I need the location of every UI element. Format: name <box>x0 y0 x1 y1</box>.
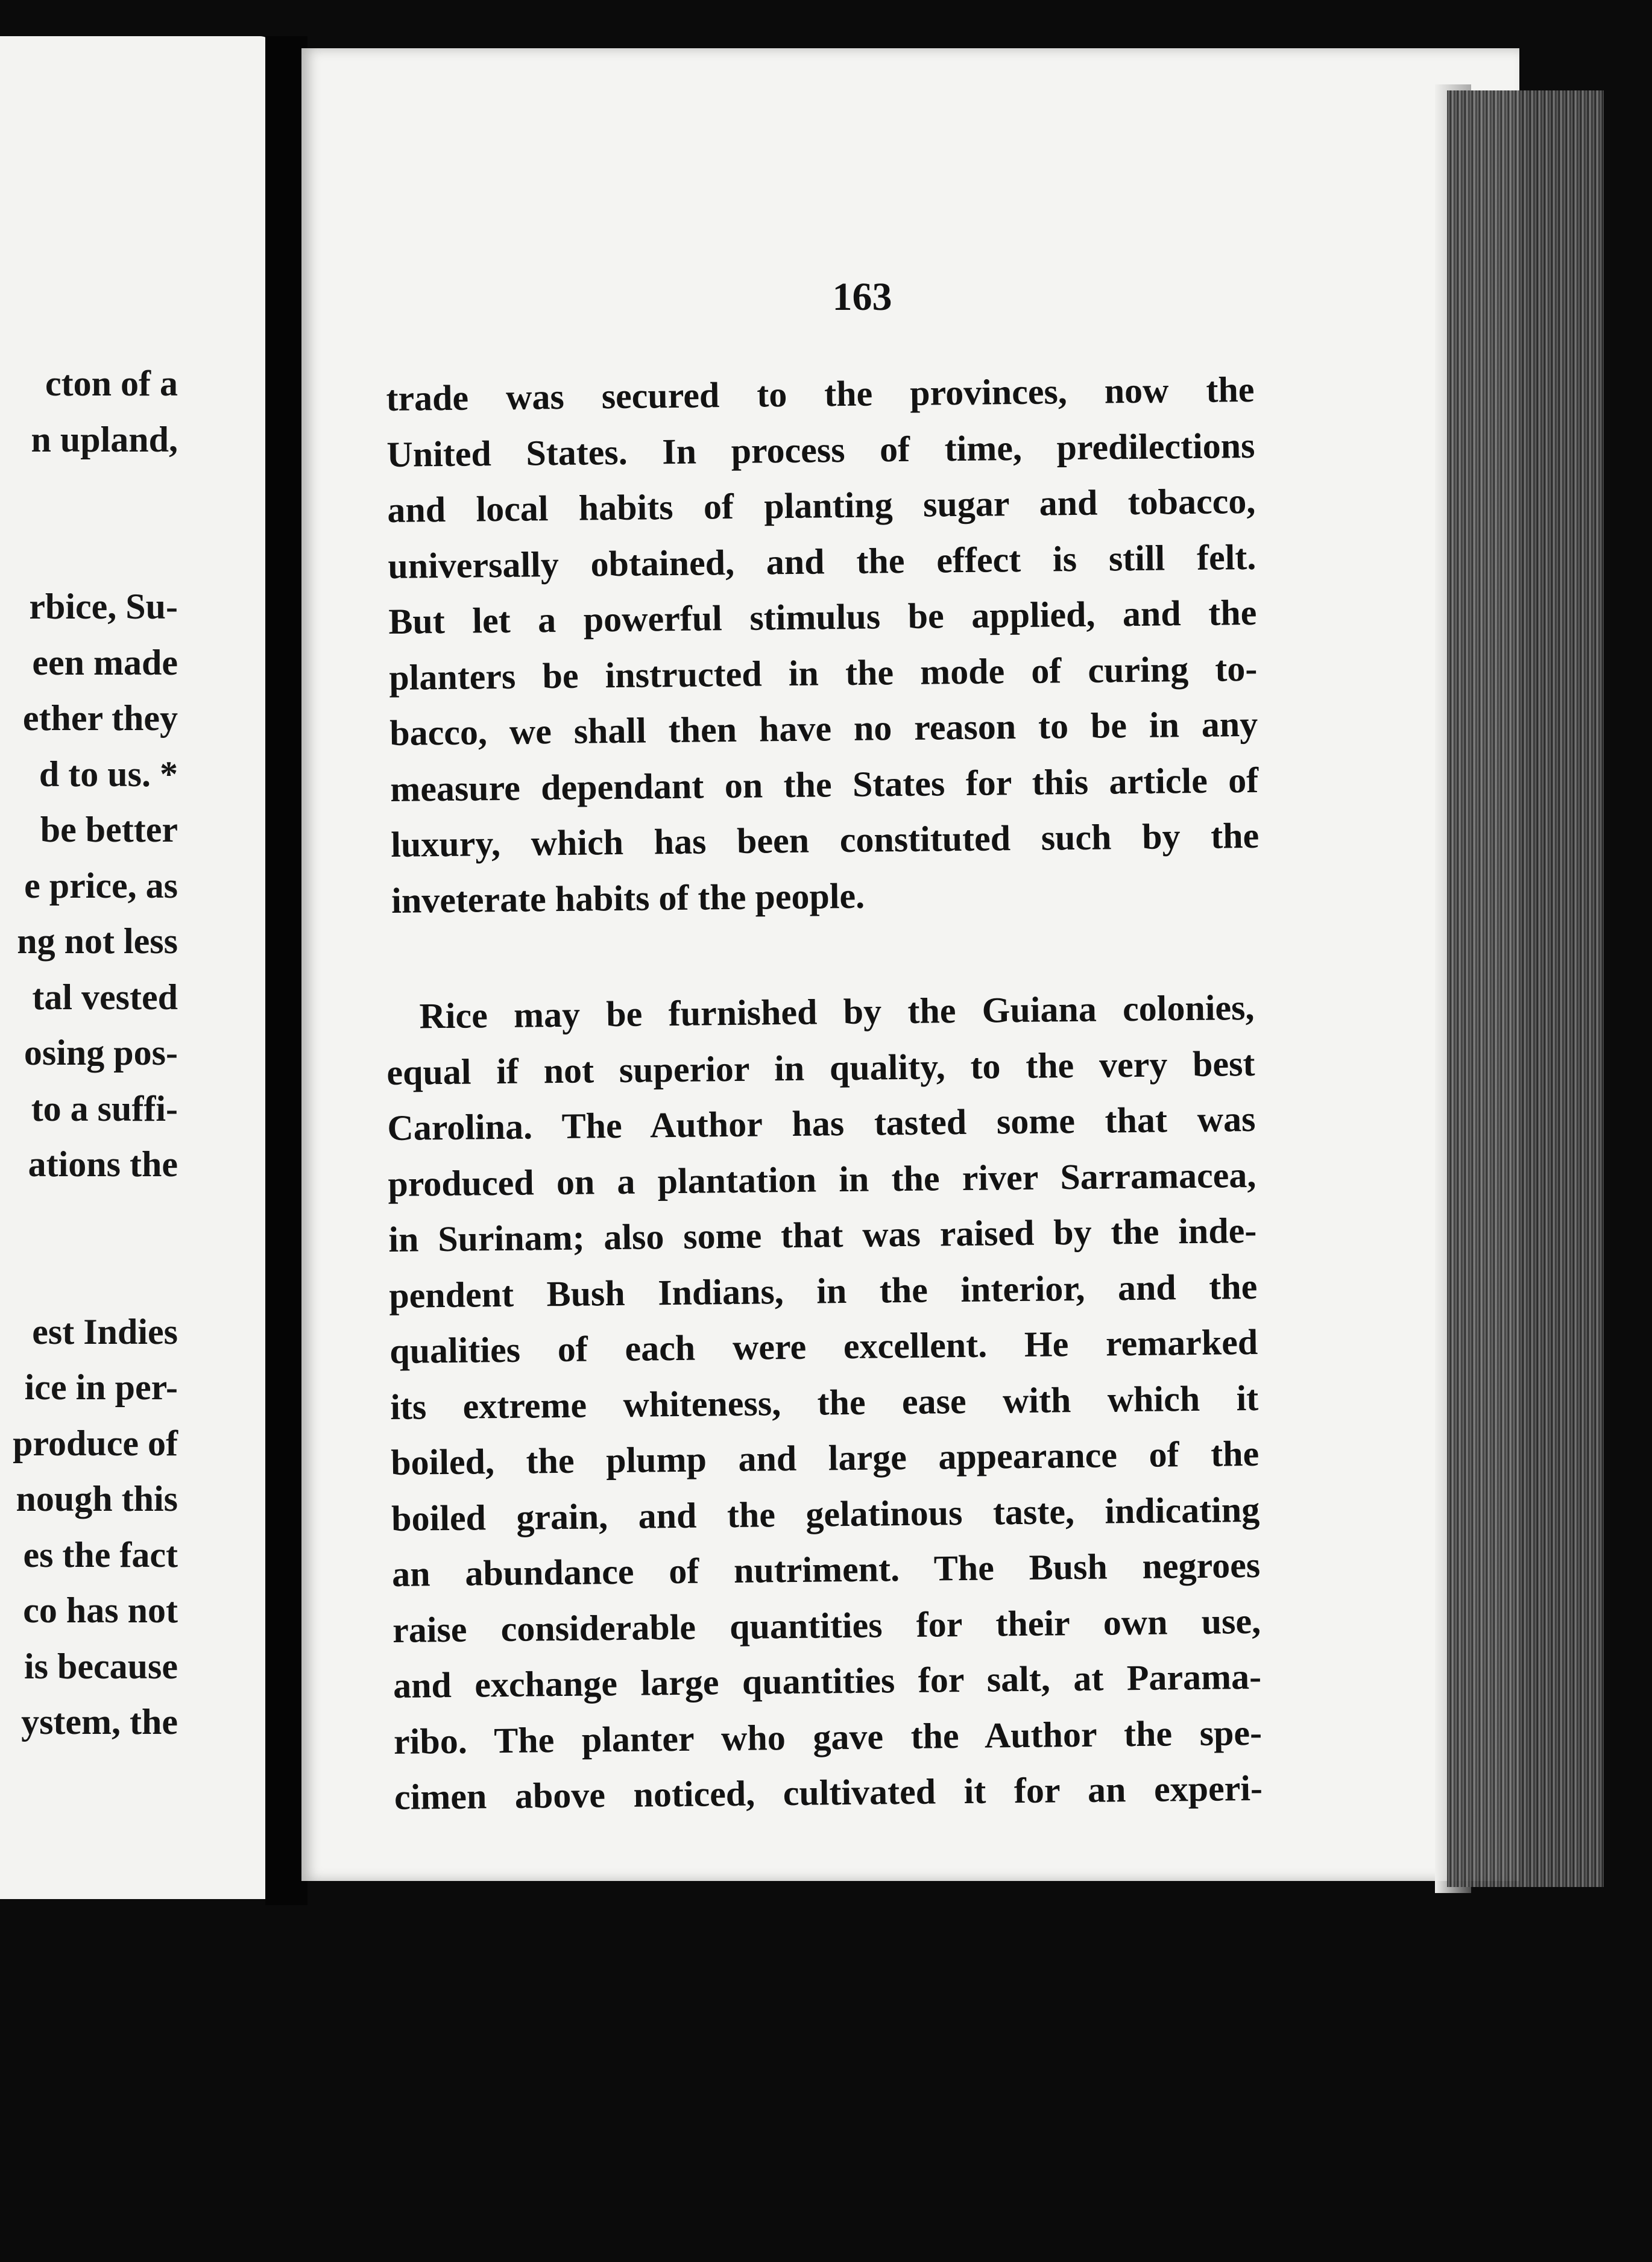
text-line: Carolina. The Author has tasted some that was <box>387 1098 1256 1148</box>
text-line: bacco, we shall then have no reason to be in any <box>389 704 1258 753</box>
left-text-line: ng not less <box>17 921 178 961</box>
left-text-line <box>0 1248 178 1304</box>
left-text-line: tal vested <box>32 977 178 1017</box>
left-text-line: to a suffi- <box>31 1088 178 1129</box>
left-text-line: ether they <box>22 698 178 738</box>
text-line: universally obtained, and the effect is still felt. <box>388 537 1256 586</box>
left-text-line: nough this <box>16 1479 178 1519</box>
left-text-line: n upland, <box>31 419 178 459</box>
left-text-line <box>0 467 178 523</box>
text-line: Rice may be furnished by the Guiana colonies, <box>419 987 1255 1036</box>
previous-page-text <box>0 356 274 1750</box>
text-line: and exchange large quantities for salt, at Parama- <box>393 1656 1262 1706</box>
text-line: boiled, the plump and large appearance of the <box>390 1433 1259 1482</box>
left-text-line: cton of a <box>45 364 178 403</box>
paragraph-tobacco <box>386 362 1260 928</box>
text-line: equal if not superior in quality, to the very best <box>386 1043 1255 1092</box>
left-text-line: rbice, Su- <box>29 587 178 626</box>
left-text-line: be better <box>40 810 178 849</box>
left-text-line: es the fact <box>23 1534 178 1575</box>
left-text-line: een made <box>32 642 178 682</box>
left-text-line: produce of <box>13 1423 178 1463</box>
left-text-line: ystem, the <box>21 1702 178 1742</box>
page-edges-stack <box>1447 90 1604 1887</box>
left-text-line <box>0 523 178 579</box>
left-text-line: co has not <box>23 1590 178 1630</box>
left-text-line: is because <box>24 1646 178 1686</box>
text-line: raise considerable quantities for their own use, <box>392 1601 1261 1650</box>
text-line: United States. In process of time, predilections <box>386 425 1255 474</box>
left-text-line: e price, as <box>24 865 178 906</box>
text-line: its extreme whiteness, the ease with which it <box>389 1378 1259 1427</box>
text-line: But let a powerful stimulus be applied, and the <box>388 592 1257 641</box>
previous-page-fragment <box>0 36 274 1899</box>
left-text-line: d to us. * <box>39 754 178 794</box>
text-line: ribo. The planter who gave the Author the spe- <box>393 1712 1263 1762</box>
page-number: 163 <box>832 275 892 319</box>
left-text-line: ations the <box>28 1144 178 1184</box>
text-line: and local habits of planting sugar and tobacco, <box>387 480 1256 530</box>
text-line: trade was secured to the provinces, now the <box>386 369 1255 418</box>
left-text-line: ice in per- <box>24 1367 178 1407</box>
left-text-line: osing pos- <box>24 1033 178 1073</box>
text-line: inveterate habits of the people. <box>391 875 865 921</box>
left-text-line: est Indies <box>32 1311 178 1352</box>
text-line: an abundance of nutriment. The Bush negroes <box>391 1545 1261 1594</box>
text-line: cimen above noticed, cultivated it for an experi- <box>394 1768 1263 1817</box>
text-line: qualities of each were excellent. He remarked <box>389 1322 1258 1371</box>
text-line: produced on a plantation in the river Sarramacea, <box>388 1155 1256 1204</box>
left-text-line <box>0 1192 178 1249</box>
text-line: measure dependant on the States for this article of <box>389 760 1259 809</box>
text-line: planters be instructed in the mode of curing to- <box>388 648 1258 698</box>
text-line: boiled grain, and the gelatinous taste, indicating <box>391 1489 1260 1539</box>
text-line: pendent Bush Indians, in the interior, and the <box>388 1266 1258 1315</box>
text-line: in Surinam; also some that was raised by the inde- <box>388 1210 1257 1259</box>
paragraph-rice <box>386 980 1263 1826</box>
text-line: luxury, which has been constituted such by the <box>390 815 1259 865</box>
